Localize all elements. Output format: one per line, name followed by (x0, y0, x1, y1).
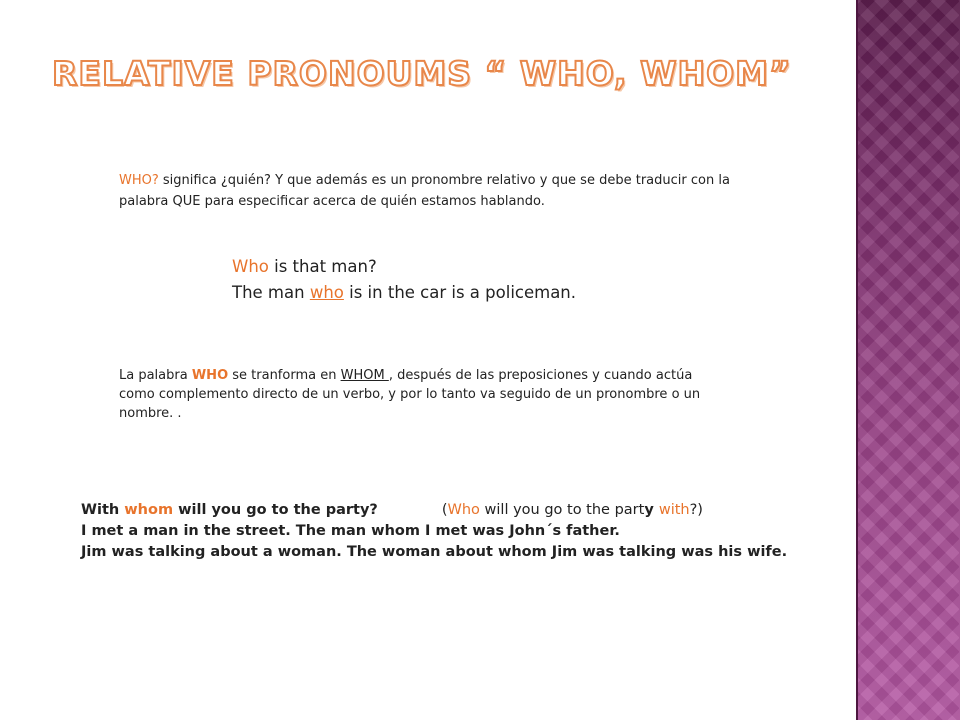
bottom-l1-who: Who (447, 502, 480, 518)
who-label: WHO? (119, 173, 159, 188)
bottom-l1-b: will you go to the party? (173, 502, 378, 518)
bottom-l1-paren-open: ( (441, 502, 448, 518)
example-line-2-text: is in the car is a policeman. (343, 283, 577, 302)
example-who-word: Who (232, 257, 269, 276)
example-sentences (232, 254, 792, 306)
intro-paragraph (119, 170, 739, 212)
whom-note-start: La palabra (119, 368, 192, 383)
whom-note-middle: se tranforma en (228, 368, 341, 383)
bottom-l1-paren-close: ?) (689, 502, 703, 518)
example-who-underlined: who (309, 283, 344, 302)
example-line-1 (232, 254, 792, 280)
slide-title: RELATIVE PRONOUMS “ WHO, WHOM” (52, 54, 792, 93)
bottom-line-1 (81, 500, 861, 521)
bottom-l1-y: y (644, 502, 659, 518)
intro-text: significa ¿quién? Y que además es un pronombre relativo y que se debe traducir con la palabra QUE para especificar acerca de quién estamos hablando. (119, 173, 730, 209)
whom-note-who: WHO (191, 368, 229, 383)
bottom-l1-a: With (81, 502, 125, 518)
bottom-examples (81, 500, 861, 563)
example-line-2-start: The man (232, 283, 310, 302)
bottom-line-3: Jim was talking about a woman. The woman about whom Jim was talking was his wife. (81, 544, 788, 560)
bottom-l1-c: will you go to the part (479, 502, 645, 518)
bottom-l1-whom: whom (124, 502, 174, 518)
bottom-line-2: I met a man in the street. The man whom I met was John´s father. (81, 523, 620, 539)
whom-note-paragraph (119, 366, 729, 423)
whom-note-rest: , después de las preposiciones y cuando actúa como complemento directo de un verbo, y por lo tanto va seguido de un pronombre o un nombre. . (119, 368, 701, 421)
decorative-side-panel (856, 0, 960, 720)
example-line-1-text: is that man? (268, 257, 377, 276)
bottom-l1-with: with (658, 502, 690, 518)
example-line-2 (232, 280, 792, 306)
whom-note-whom: WHOM (340, 368, 389, 383)
